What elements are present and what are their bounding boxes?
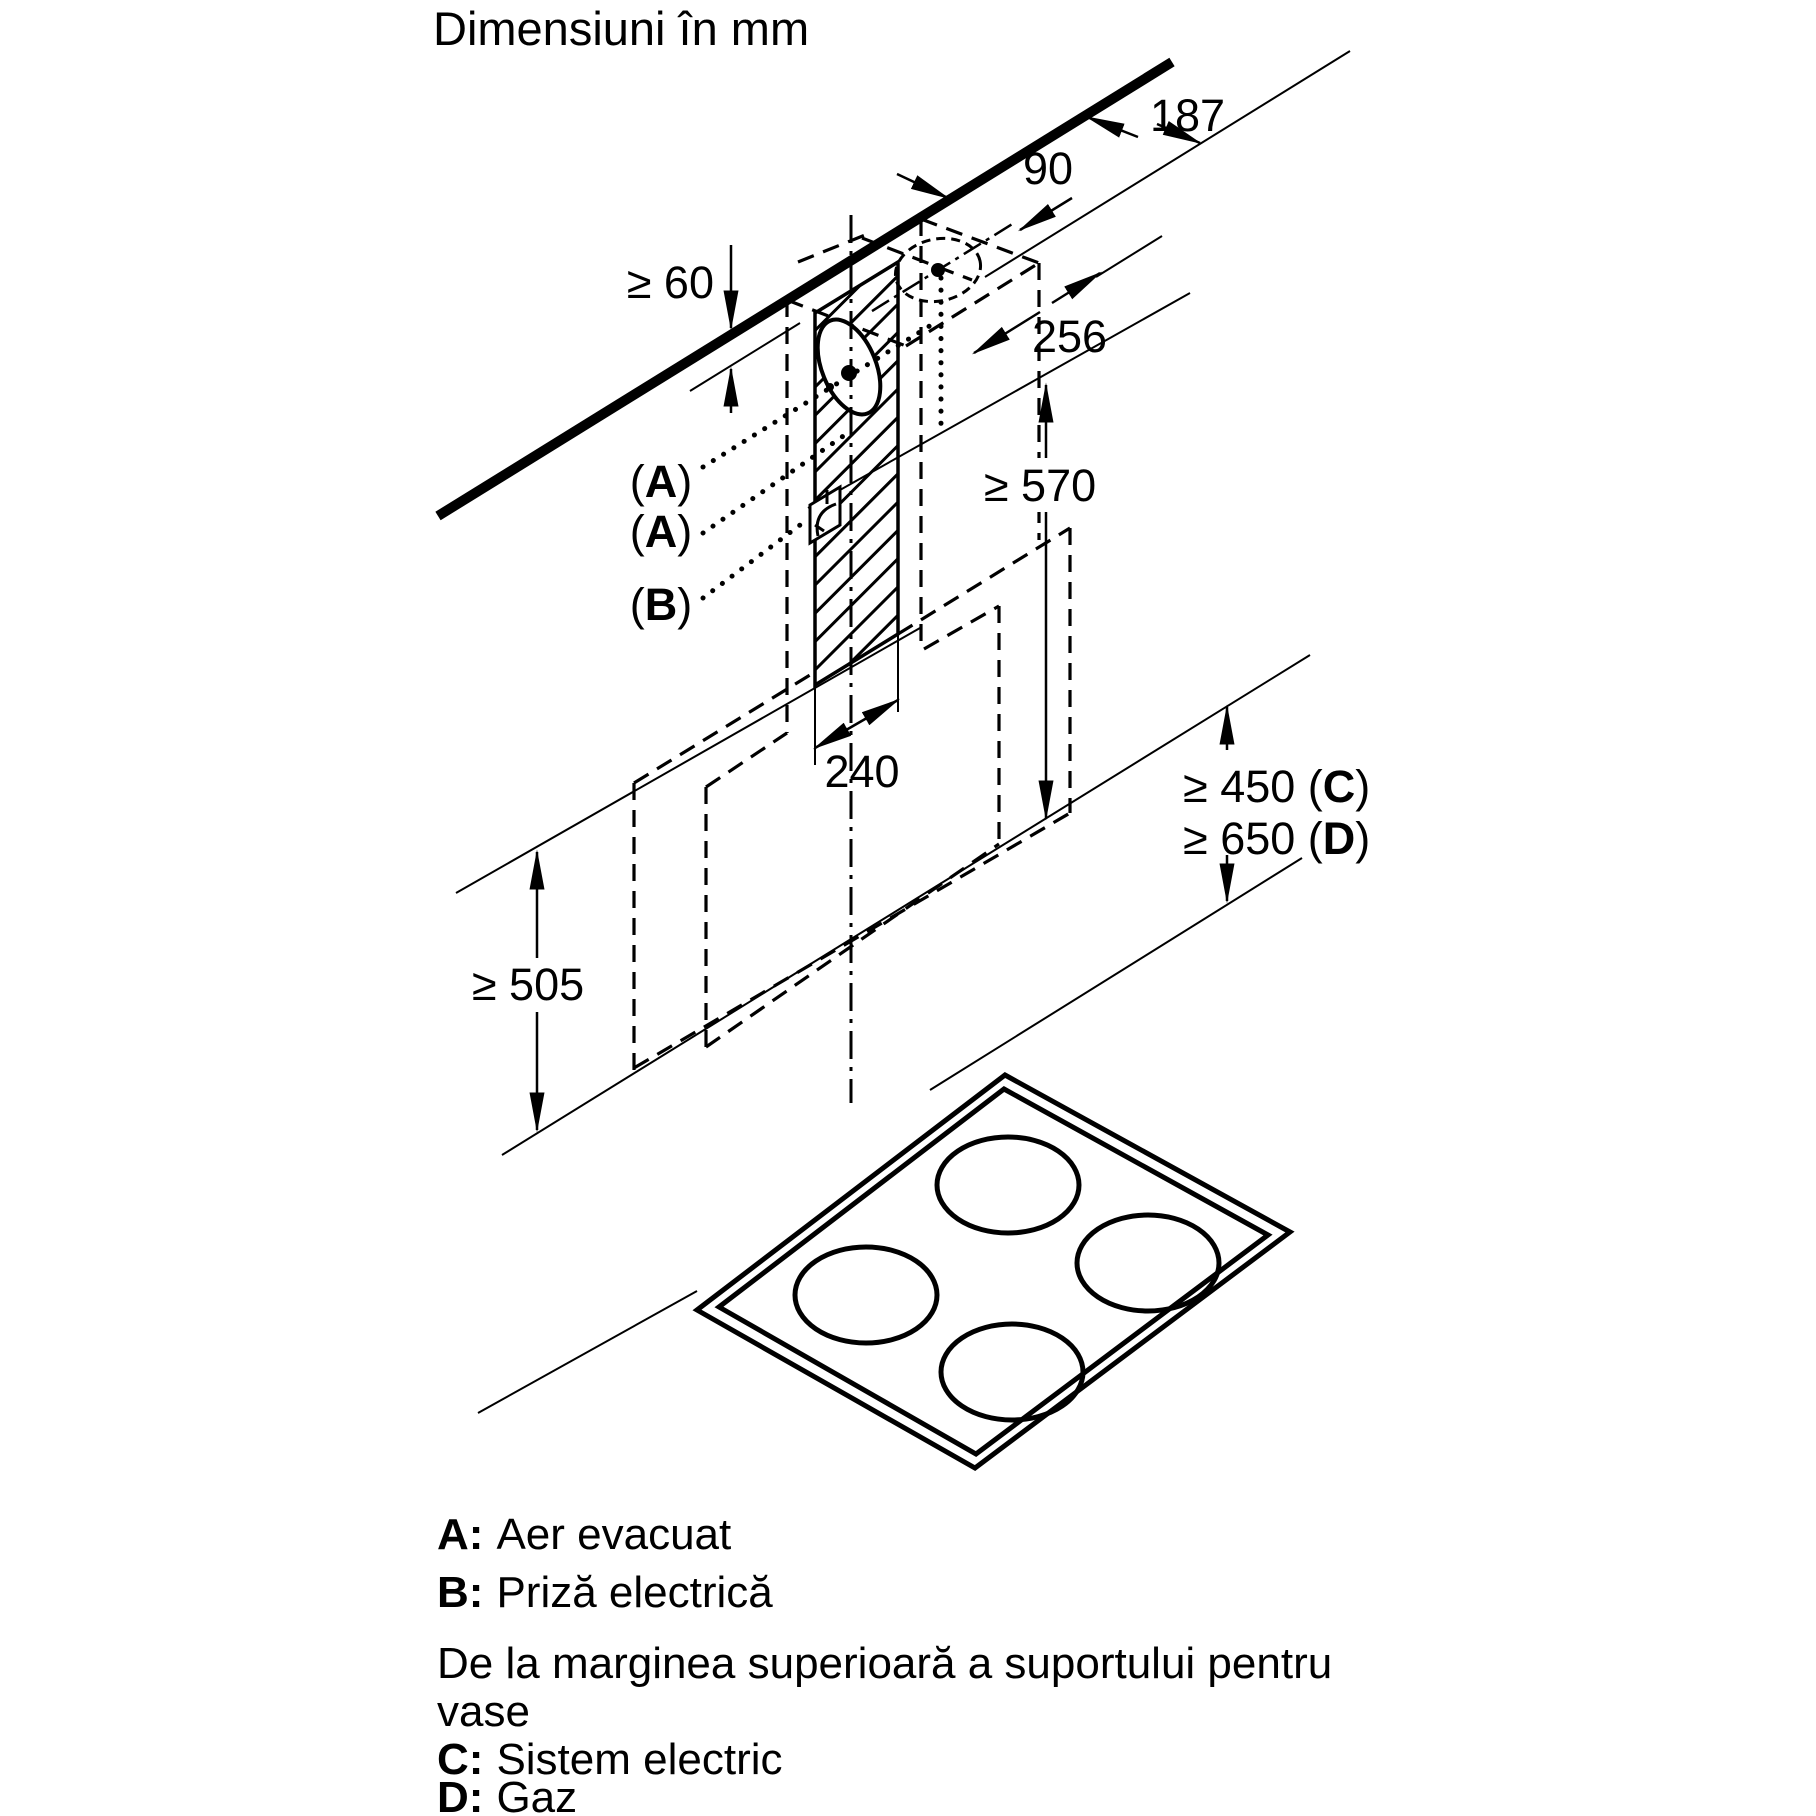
dim-450-value: ≥ 450 ( [1183, 761, 1323, 812]
dim-570-label: ≥ 570 [983, 460, 1097, 511]
legend-a [437, 1510, 731, 1559]
dim-90-label: 90 [1022, 143, 1074, 194]
legend-note-line2: vase [437, 1687, 530, 1736]
dim-450-ref-c: C [1322, 761, 1356, 812]
callout-A2-letter: A [644, 506, 678, 557]
callout-A1-close: ) [677, 456, 693, 507]
legend-d-text: Gaz [496, 1773, 578, 1816]
legend [437, 1510, 1332, 1816]
dim-256-arrow-right [1052, 273, 1100, 303]
burner-back [937, 1137, 1079, 1233]
cooktop [697, 1075, 1290, 1468]
dim-256-ref-seg [1096, 236, 1162, 277]
callout-A2-open: ( [629, 506, 645, 557]
cooktop-outer-edge [697, 1075, 1290, 1468]
legend-c-text: Sistem electric [496, 1735, 783, 1784]
dim-505-label: ≥ 505 [471, 959, 585, 1010]
dim-187-label: 187 [1150, 90, 1226, 141]
dim-256-arrow-left [974, 312, 1040, 353]
legend-b-key: B: [437, 1568, 484, 1617]
hob-top-ref-line [930, 858, 1302, 1090]
dim-90-arrow-center [1020, 198, 1072, 230]
legend-b-text: Priză electrică [496, 1568, 773, 1617]
legend-b [437, 1568, 773, 1617]
page-title: Dimensiuni în mm [433, 2, 810, 55]
legend-d [437, 1773, 577, 1816]
callout-A2 [630, 506, 693, 557]
callout-A2-close: ) [677, 506, 693, 557]
dim-256-label: 256 [1032, 311, 1108, 362]
mount-top-ref-line [690, 323, 800, 391]
legend-note-line1: De la marginea superioară a suportului pentru [437, 1639, 1333, 1688]
dim-450-paren-close: ) [1355, 761, 1371, 812]
legend-c-key: C: [437, 1735, 484, 1784]
hood-bottom-ref-line [502, 655, 1310, 1155]
ceiling-line [438, 62, 1172, 516]
dim-240-line [815, 700, 898, 748]
dim-60-label: ≥ 60 [626, 257, 714, 308]
callout-A1-letter: A [644, 456, 678, 507]
dim-240-label: 240 [824, 746, 900, 797]
floor-wall-ref-line [478, 1291, 697, 1413]
legend-d-key: D: [437, 1773, 484, 1816]
callout-A1 [630, 456, 693, 507]
callout-A1-open: ( [629, 456, 645, 507]
callout-B [630, 579, 693, 630]
dim-650-paren-close: ) [1355, 813, 1371, 864]
dim-650-ref-d: D [1322, 813, 1356, 864]
dim-450-label [1183, 761, 1370, 812]
callout-B-close: ) [677, 579, 693, 630]
dim-187-arrow-left [1087, 117, 1138, 137]
burner-right [1077, 1215, 1219, 1311]
callout-B-open: ( [629, 579, 645, 630]
burner-front [941, 1324, 1083, 1420]
dim-650-value: ≥ 650 ( [1183, 813, 1323, 864]
legend-a-key: A: [437, 1510, 484, 1559]
leader-B [703, 519, 808, 598]
dim-650-label [1183, 813, 1370, 864]
burner-left [795, 1247, 937, 1343]
dim-90-arrow-wall [897, 174, 948, 198]
legend-a-text: Aer evacuat [496, 1510, 732, 1559]
callout-B-letter: B [644, 579, 678, 630]
legend-c [437, 1735, 783, 1784]
